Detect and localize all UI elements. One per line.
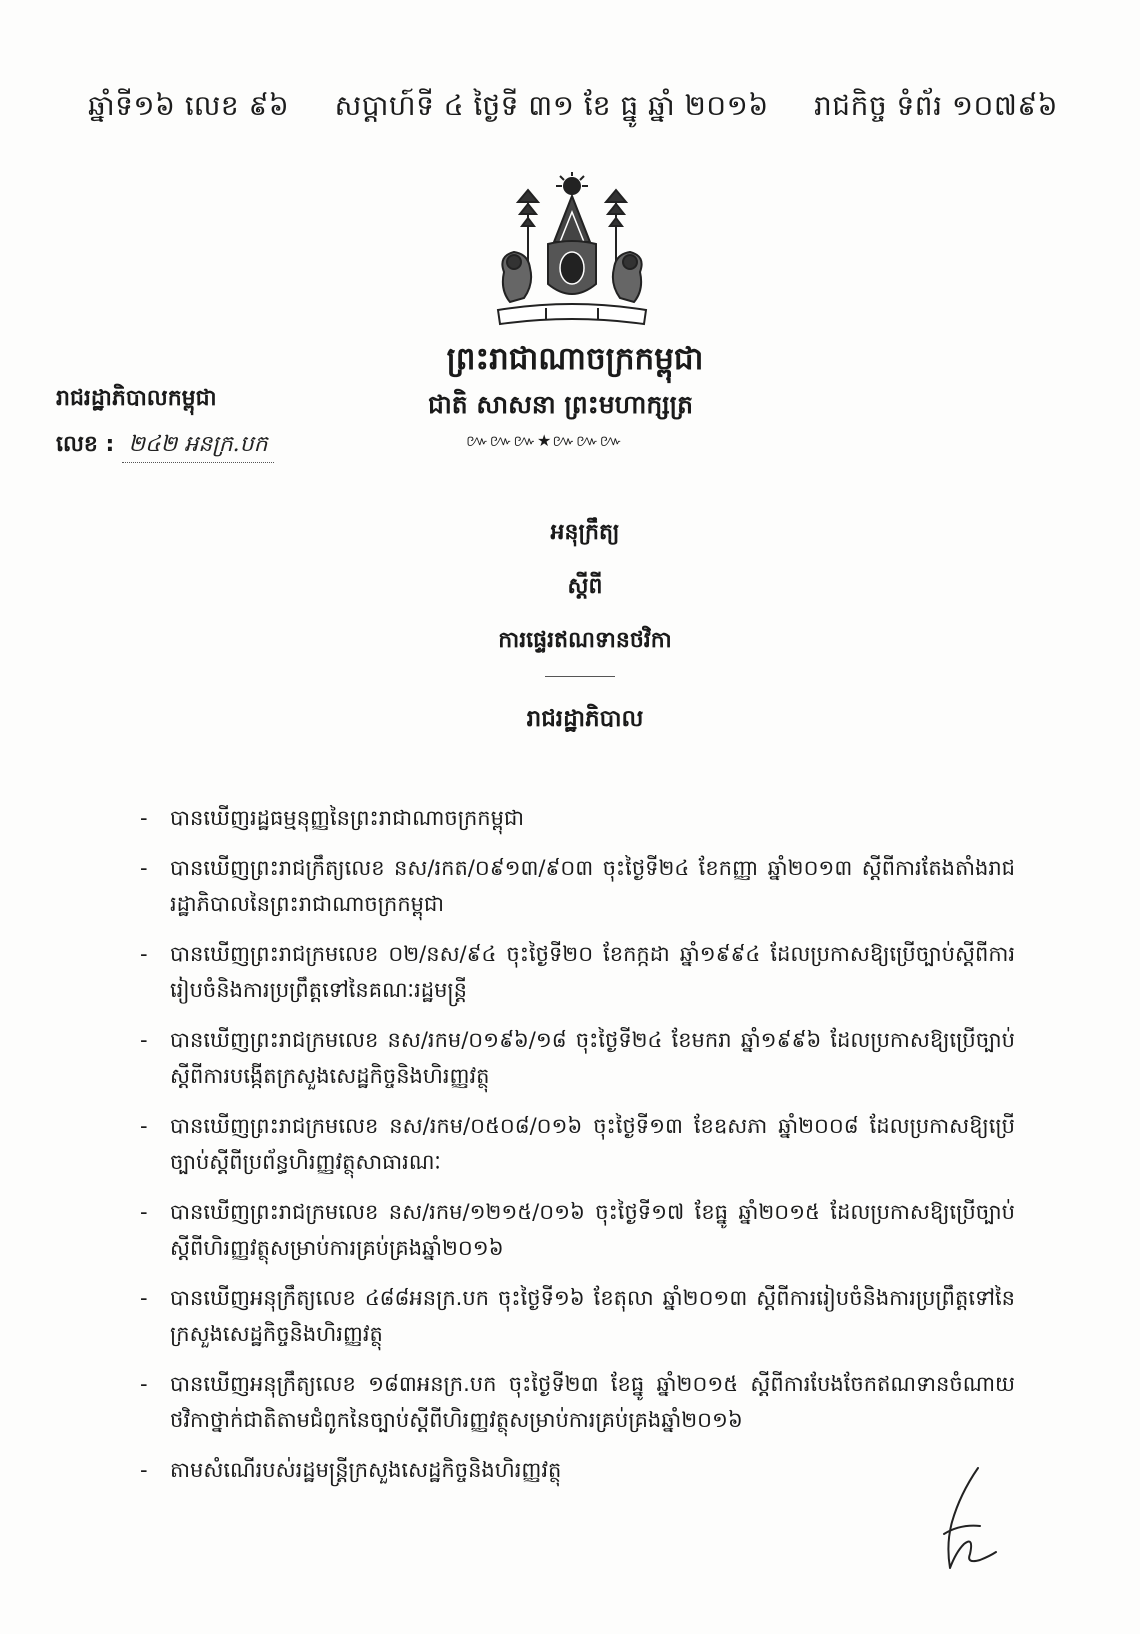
list-dash: - [140, 1114, 148, 1138]
list-item: - បានឃើញរដ្ឋធម្មនុញ្ញនៃព្រះរាជាណាចក្រកម្ពុជា [140, 800, 1015, 836]
decree-title-block [0, 518, 1140, 738]
reference-row [56, 430, 274, 463]
title-divider [545, 676, 615, 677]
reference-label: លេខ : [56, 432, 115, 457]
handwritten-signature-icon [930, 1464, 1000, 1574]
kingdom-title: ព្រះរាជាណាចក្រកម្ពុជា [446, 341, 704, 377]
list-dash: - [140, 1028, 148, 1052]
list-dash: - [140, 1458, 148, 1482]
list-item: - បានឃើញអនុក្រឹត្យលេខ ១៨៣អនក្រ.បក ចុះថ្ងៃទី២៣ ខែធ្នូ ឆ្នាំ២០១៥ ស្តីពីការបែងចែកឥណទានចំណាយថវិកាថ្នាក់ជាតិតាមជំពូកនៃច្បាប់ស្តីពីហិរញ្ញវត្ថុសម្រាប់ការគ្រប់គ្រងឆ្នាំ២០១៦ [140, 1366, 1015, 1438]
government-name: រាជរដ្ឋាភិបាលកម្ពុជា [56, 386, 217, 411]
list-dash: - [140, 1286, 148, 1310]
list-dash: - [140, 806, 148, 830]
issuing-authority-block [56, 384, 274, 463]
royal-coat-of-arms-icon [484, 172, 660, 332]
decree-type: អនុក្រឹត្យ [550, 520, 620, 545]
list-item: - តាមសំណើរបស់រដ្ឋមន្ត្រីក្រសួងសេដ្ឋកិច្ចនិងហិរញ្ញវត្ថុ [140, 1452, 1015, 1488]
list-dash: - [140, 856, 148, 880]
list-item: - បានឃើញព្រះរាជក្រមលេខ នស/រកម/១២១៥/០១៦ ចុះថ្ងៃទី១៧ ខែធ្នូ ឆ្នាំ២០១៥ ដែលប្រកាសឱ្យប្រើច្បាប់ស្តីពីហិរញ្ញវត្ថុសម្រាប់ការគ្រប់គ្រងឆ្នាំ២០១៦ [140, 1194, 1015, 1266]
list-item: - បានឃើញព្រះរាជក្រឹត្យលេខ នស/រកត/០៩១៣/៩០៣ ចុះថ្ងៃទី២៤ ខែកញ្ញា ឆ្នាំ២០១៣ ស្តីពីការតែងតាំងរាជរដ្ឋាភិបាលនៃព្រះរាជាណាចក្រកម្ពុជា [140, 850, 1015, 922]
gazette-year-issue: ឆ្នាំទី១៦ លេខ ៩៦ [88, 89, 290, 122]
national-motto: ជាតិ សាសនា ព្រះមហាក្សត្រ [428, 390, 693, 419]
list-item: - បានឃើញព្រះរាជក្រមលេខ នស/រកម/០៥០៨/០១៦ ចុះថ្ងៃទី១៣ ខែឧសភា ឆ្នាំ២០០៨ ដែលប្រកាសឱ្យប្រើច្បាប់ស្តីពីប្រព័ន្ធហិរញ្ញវត្ថុសាធារណៈ [140, 1108, 1015, 1180]
list-item: - បានឃើញអនុក្រឹត្យលេខ ៤៨៨អនក្រ.បក ចុះថ្ងៃទី១៦ ខែតុលា ឆ្នាំ២០១៣ ស្តីពីការរៀបចំនិងការប្រព្រឹត្តទៅនៃក្រសួងសេដ្ឋកិច្ចនិងហិរញ្ញវត្ថុ [140, 1280, 1015, 1352]
list-dash: - [140, 1200, 148, 1224]
reference-number: ២៤២ អនក្រ.បក [122, 430, 273, 463]
motto-ornament: ៚៚៚★៚៚៚ [466, 431, 624, 450]
gazette-page: រាជកិច្ច ទំព័រ ១០៧៩៦ [814, 89, 1058, 122]
list-dash: - [140, 1372, 148, 1396]
gazette-header [88, 88, 1058, 129]
decree-about: ស្តីពី [567, 574, 603, 599]
considerations-list [140, 800, 1015, 1502]
gazette-date: សប្តាហ៍ទី ៤ ថ្ងៃទី ៣១ ខែ ធ្នូ ឆ្នាំ ២០១៦ [334, 89, 769, 122]
list-item: - បានឃើញព្រះរាជក្រមលេខ នស/រកម/០១៩៦/១៨ ចុះថ្ងៃទី២៤ ខែមករា ឆ្នាំ១៩៩៦ ដែលប្រកាសឱ្យប្រើច្បាប់ស្តីពីការបង្កើតក្រសួងសេដ្ឋកិច្ចនិងហិរញ្ញវត្ថុ [140, 1022, 1015, 1094]
list-dash: - [140, 942, 148, 966]
decree-issuer: រាជរដ្ឋាភិបាល [526, 706, 644, 732]
decree-subject: ការផ្ទេរឥណទានថវិកា [498, 628, 672, 653]
list-item: - បានឃើញព្រះរាជក្រមលេខ ០២/នស/៩៤ ចុះថ្ងៃទី២០ ខែកក្កដា ឆ្នាំ១៩៩៤ ដែលប្រកាសឱ្យប្រើច្បាប់ស្តីពីការរៀបចំនិងការប្រព្រឹត្តទៅនៃគណៈរដ្ឋមន្ត្រី [140, 936, 1015, 1008]
